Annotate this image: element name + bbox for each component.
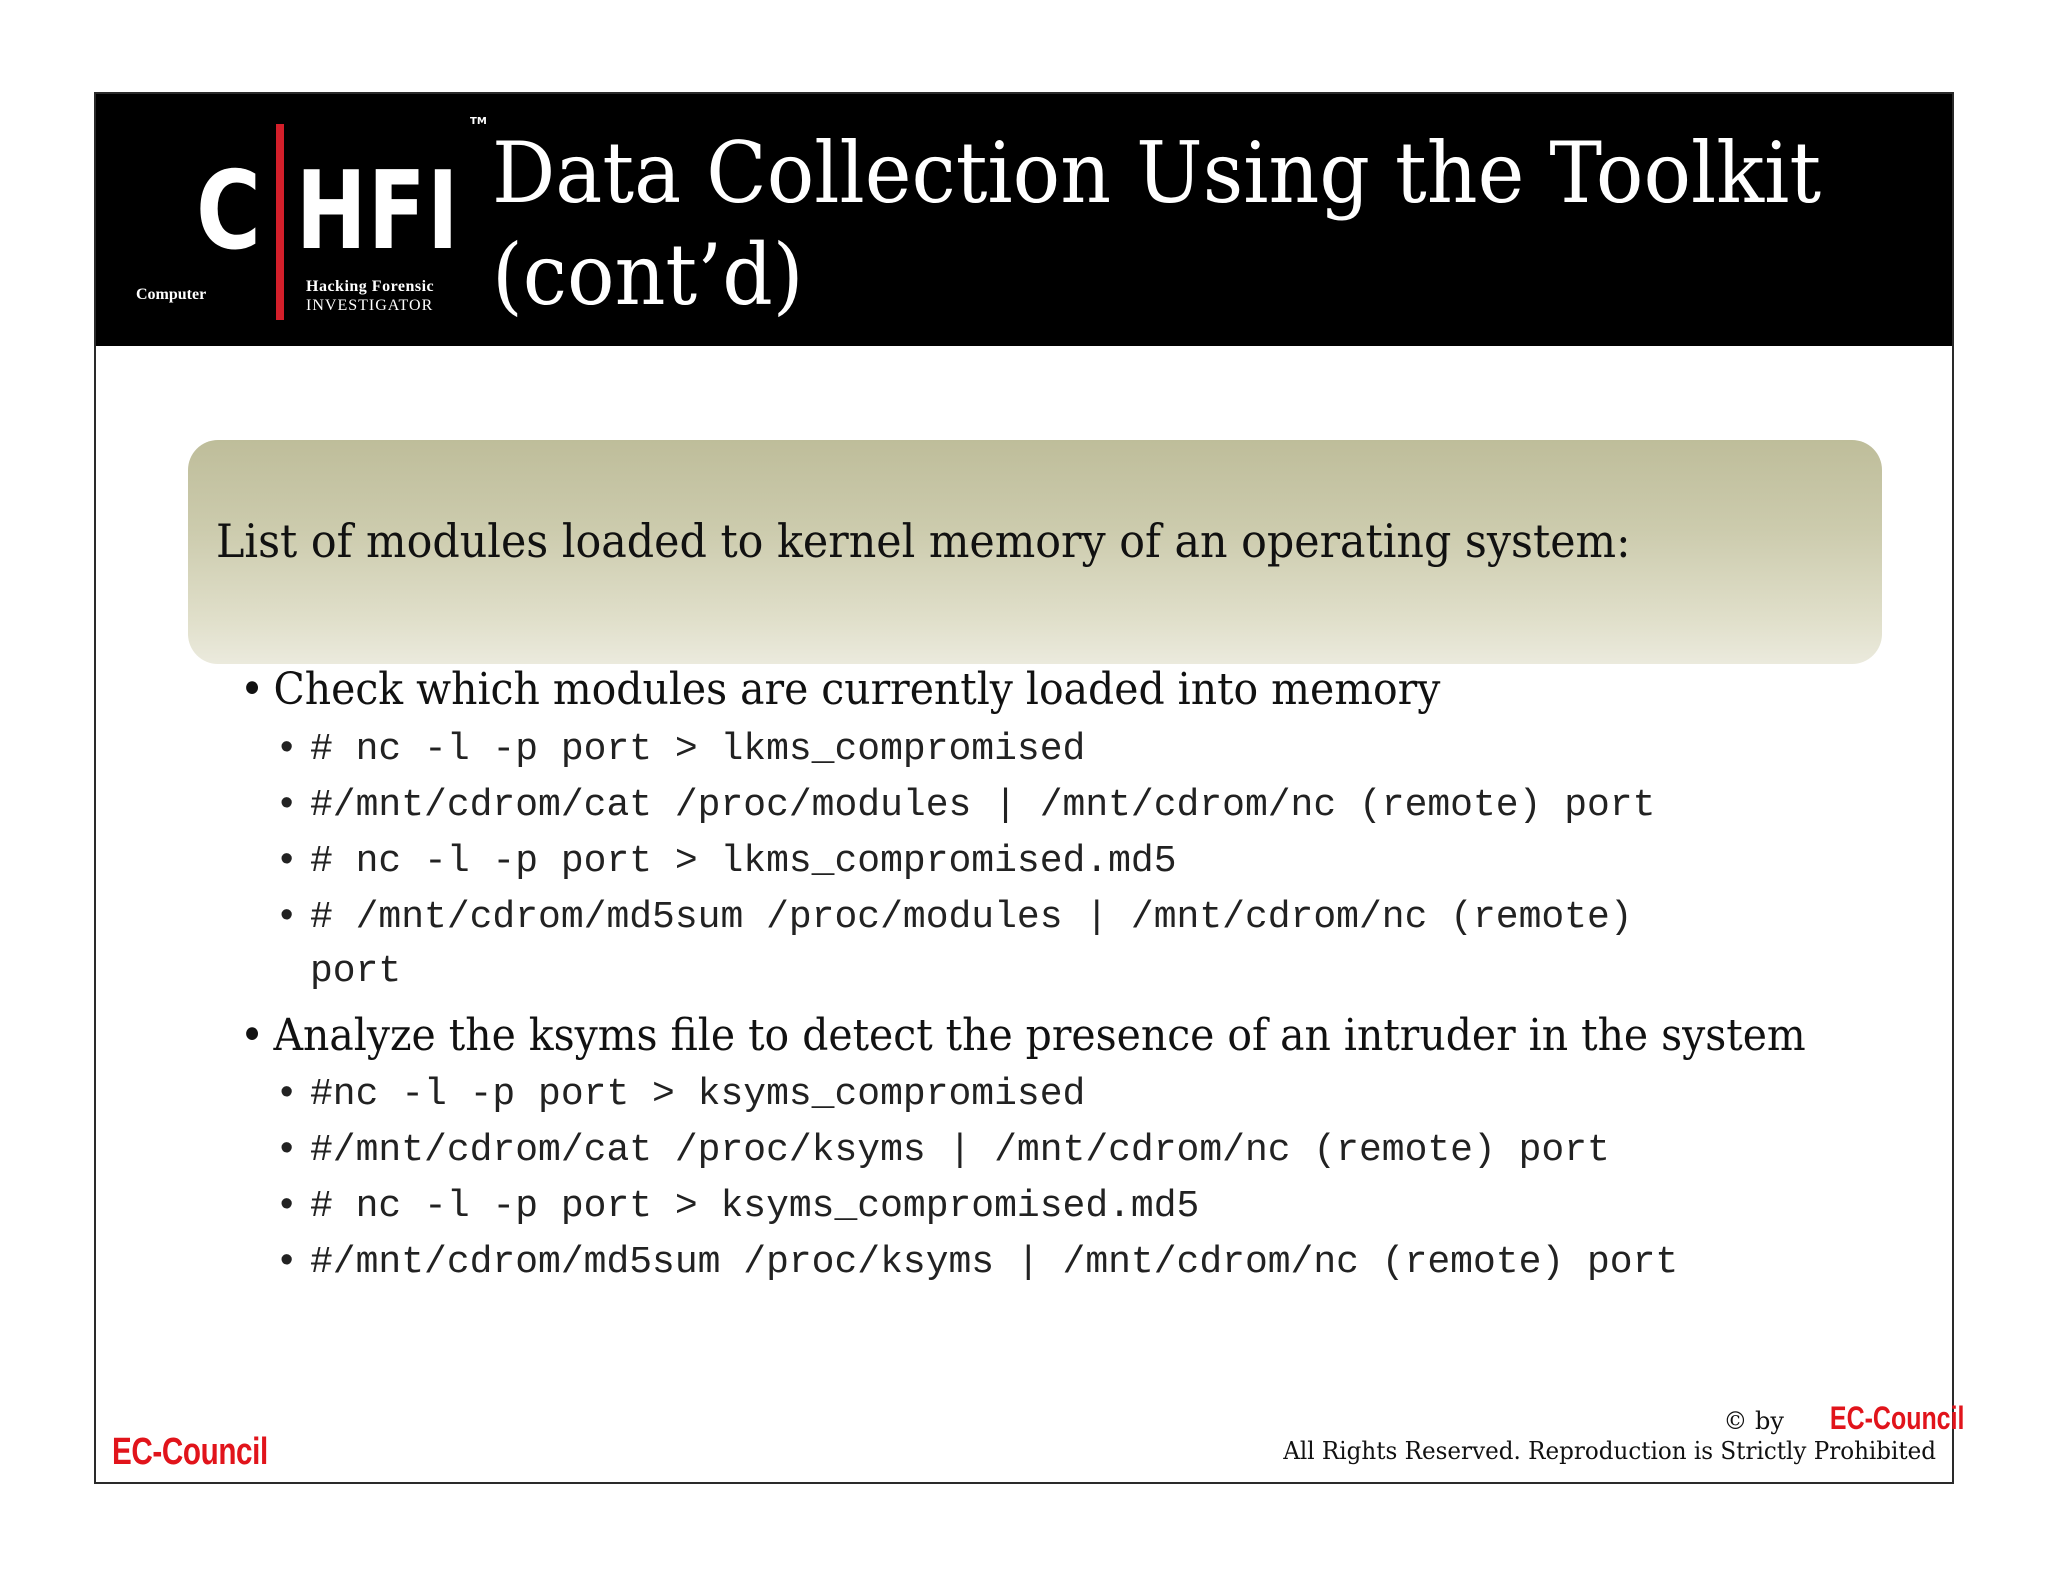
sub-bullet xyxy=(280,782,1655,827)
slide-title-line2: (cont’d) xyxy=(492,226,804,324)
bullet-glyph: • xyxy=(280,782,294,824)
chfi-logo xyxy=(136,114,487,314)
main-bullet-text: Check which modules are currently loaded into memory xyxy=(273,664,1441,715)
sub-bullet xyxy=(280,1071,1085,1116)
copyright-line xyxy=(1256,1400,1964,1437)
sub-bullet-text: #/mnt/cdrom/cat /proc/modules | /mnt/cdrom/nc (remote) port xyxy=(310,784,1656,827)
sub-bullet xyxy=(280,838,1177,883)
bullet-glyph: • xyxy=(280,1127,294,1169)
sub-bullet-text: #/mnt/cdrom/md5sum /proc/ksyms | /mnt/cdrom/nc (remote) port xyxy=(310,1241,1679,1284)
logo-computer-label: Computer xyxy=(136,286,207,303)
copyright-notice xyxy=(1256,1400,1964,1465)
sub-bullet-text: #nc -l -p port > ksyms_compromised xyxy=(310,1073,1086,1116)
main-bullet xyxy=(240,1010,1806,1061)
sub-bullet-text: # nc -l -p port > ksyms_compromised.md5 xyxy=(310,1185,1200,1228)
ec-council-logo: EC-Council xyxy=(112,1431,268,1473)
sub-bullet-continuation: port xyxy=(310,950,402,993)
sub-bullet-text: # nc -l -p port > lkms_compromised xyxy=(310,728,1086,771)
slide xyxy=(94,92,1964,1484)
logo-trademark: TM xyxy=(470,116,487,127)
sub-bullet xyxy=(280,726,1085,771)
bullet-glyph: • xyxy=(280,1183,294,1225)
sub-bullet-text: #/mnt/cdrom/cat /proc/ksyms | /mnt/cdrom/nc (remote) port xyxy=(310,1129,1610,1172)
main-bullet-text: Analyze the ksyms file to detect the presence of an intruder in the system xyxy=(273,1010,1806,1061)
sub-bullet xyxy=(280,1127,1610,1172)
sub-bullet xyxy=(280,1183,1199,1228)
copyright-brand: EC-Council xyxy=(1829,1400,1964,1436)
main-bullet xyxy=(240,664,1440,715)
logo-c-letter: C xyxy=(196,149,258,274)
bullet-glyph: • xyxy=(280,1071,294,1113)
bullet-glyph: • xyxy=(240,1010,265,1061)
sub-bullet xyxy=(280,1239,1678,1284)
bullet-glyph: • xyxy=(280,838,294,880)
sub-bullet-text: # /mnt/cdrom/md5sum /proc/modules | /mnt/cdrom/nc (remote) xyxy=(310,896,1633,939)
slide-title xyxy=(492,122,1846,326)
logo-red-bar xyxy=(276,124,284,320)
logo-hfi-letters: HFI xyxy=(296,149,461,274)
sub-bullet xyxy=(280,894,1633,939)
logo-hacking-forensic-label: Hacking Forensic xyxy=(306,278,435,295)
section-banner-text: List of modules loaded to kernel memory of an operating system: xyxy=(216,514,1631,568)
bullet-glyph: • xyxy=(280,894,294,936)
logo-investigator-label: INVESTIGATOR xyxy=(306,297,434,314)
copyright-prefix: © by xyxy=(1723,1407,1784,1435)
slide-header xyxy=(96,94,1952,346)
sub-bullet-text: # nc -l -p port > lkms_compromised.md5 xyxy=(310,840,1177,883)
bullet-glyph: • xyxy=(280,726,294,768)
bullet-glyph: • xyxy=(280,1239,294,1281)
bullet-glyph: • xyxy=(240,664,265,715)
slide-title-line1: Data Collection Using the Toolkit xyxy=(492,124,1822,222)
rights-reserved-text: All Rights Reserved. Reproduction is Strictly Prohibited xyxy=(1283,1437,1936,1465)
